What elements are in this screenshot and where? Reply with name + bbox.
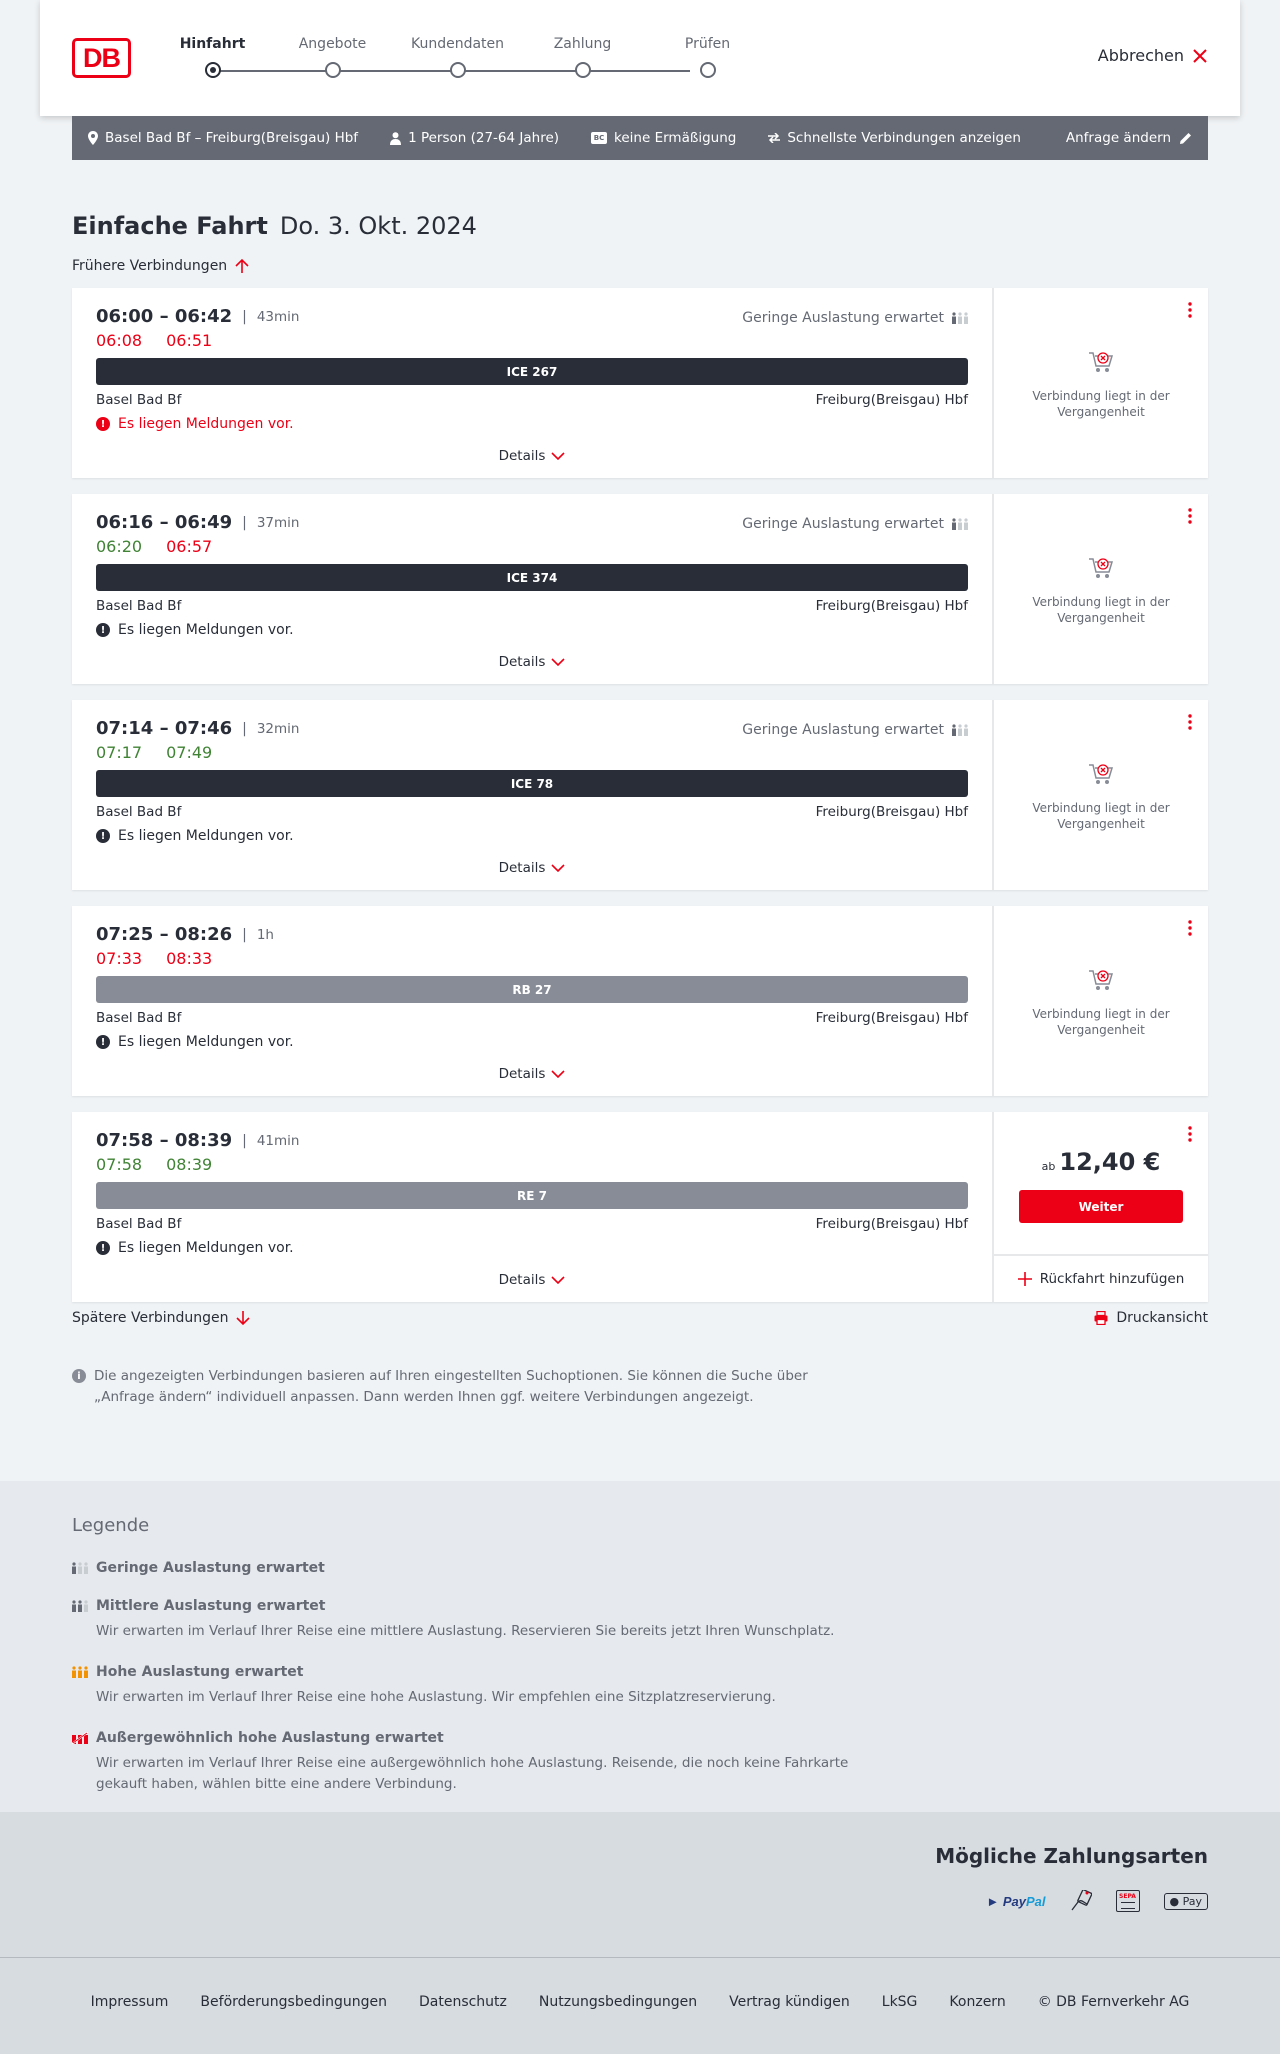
offer-panel xyxy=(994,288,1208,478)
footer-link[interactable]: © DB Fernverkehr AG xyxy=(1037,1994,1190,2010)
earlier-connections-link[interactable] xyxy=(72,258,1208,274)
planned-times: 07:58 – 08:39 xyxy=(96,1130,233,1151)
legend-item-desc: Wir erwarten im Verlauf Ihrer Reise eine außergewöhnlich hohe Auslastung. Reisende, die noch keine Fahrkarte gekauft haben, wählen bitte eine andere Verbindung. xyxy=(96,1755,849,1792)
step-hinfahrt[interactable] xyxy=(150,36,275,78)
disruption-notice xyxy=(96,1240,968,1256)
legend-list xyxy=(72,1560,1208,1795)
summary-fastest xyxy=(768,130,1021,146)
destination-station: Freiburg(Breisgau) Hbf xyxy=(815,1216,968,1232)
occupancy-indicator xyxy=(742,516,968,532)
printer-icon xyxy=(1094,1311,1108,1325)
later-connections-link[interactable] xyxy=(72,1310,250,1326)
train-bar[interactable] xyxy=(96,770,968,797)
details-toggle[interactable] xyxy=(72,448,992,464)
past-connection-notice xyxy=(994,968,1208,1038)
realtime-departure: 06:08 xyxy=(96,331,143,350)
chevron-down-icon xyxy=(551,864,565,872)
realtime-departure: 06:20 xyxy=(96,537,143,556)
continue-button[interactable]: Weiter xyxy=(1019,1190,1183,1223)
alert-icon: ! xyxy=(96,1241,110,1255)
legend-item-desc: Wir erwarten im Verlauf Ihrer Reise eine hohe Auslastung. Wir empfehlen eine Sitzplatzreservierung. xyxy=(96,1689,776,1705)
step-label: Kundendaten xyxy=(410,36,505,52)
realtime-times xyxy=(96,949,968,968)
chevron-down-icon xyxy=(551,452,565,460)
connection-list xyxy=(72,288,1208,1302)
summary-discount-text: keine Ermäßigung xyxy=(614,130,737,146)
train-bar[interactable] xyxy=(96,976,968,1003)
train-name: RB 27 xyxy=(512,982,552,997)
cancel-label: Abbrechen xyxy=(1097,46,1184,65)
past-connection-text: Verbindung liegt in der Vergangenheit xyxy=(1032,801,1170,831)
payment-section xyxy=(0,1812,1280,1957)
details-label: Details xyxy=(498,1066,546,1082)
step-angebote[interactable] xyxy=(270,36,395,78)
legend-item-title: Hohe Auslastung erwartet xyxy=(96,1664,304,1680)
past-connection-text: Verbindung liegt in der Vergangenheit xyxy=(1032,1007,1170,1037)
footer-link[interactable]: Vertrag kündigen xyxy=(729,1994,850,2010)
swap-arrows-icon xyxy=(768,133,780,143)
more-options-icon[interactable] xyxy=(1188,508,1192,524)
disruption-text: Es liegen Meldungen vor. xyxy=(118,622,294,638)
bahncard-icon: BC xyxy=(591,132,607,144)
cart-unavailable-icon xyxy=(1088,968,1114,992)
occupancy-high-icon xyxy=(72,1666,88,1678)
details-toggle[interactable] xyxy=(72,1272,992,1288)
price-prefix: ab xyxy=(1041,1160,1056,1173)
destination-station: Freiburg(Breisgau) Hbf xyxy=(815,598,968,614)
details-label: Details xyxy=(498,860,546,876)
sepa-lines xyxy=(1121,1902,1135,1909)
step-dot xyxy=(575,62,591,78)
occupancy-text: Geringe Auslastung erwartet xyxy=(742,516,944,532)
planned-times: 06:16 – 06:49 xyxy=(96,512,233,533)
duration: 37min xyxy=(256,514,300,531)
past-connection-notice xyxy=(994,556,1208,626)
occupancy-indicator xyxy=(742,722,968,738)
arrow-up-icon xyxy=(235,258,249,274)
destination-station: Freiburg(Breisgau) Hbf xyxy=(815,1010,968,1026)
separator: | xyxy=(242,720,247,737)
more-options-icon[interactable] xyxy=(1188,302,1192,318)
paypal-icon: ► PayPal xyxy=(986,1893,1046,1909)
occupancy-medium-icon xyxy=(72,1600,88,1612)
origin-station: Basel Bad Bf xyxy=(96,1216,182,1232)
summary-passengers xyxy=(390,130,559,146)
disruption-notice xyxy=(96,622,968,638)
duration: 32min xyxy=(256,720,300,737)
change-request-label: Anfrage ändern xyxy=(1065,130,1171,146)
apple-pay-label: Pay xyxy=(1182,1894,1202,1908)
legend-item-high xyxy=(72,1664,1208,1708)
separator: | xyxy=(242,308,247,325)
plus-icon xyxy=(1018,1272,1032,1286)
page-title xyxy=(72,212,1208,240)
legend-item-title: Außergewöhnlich hohe Auslastung erwartet xyxy=(96,1730,444,1746)
connection-card[interactable] xyxy=(72,700,1208,890)
legend-item-head xyxy=(72,1730,1208,1746)
price-box xyxy=(994,1148,1208,1223)
more-options-icon[interactable] xyxy=(1188,920,1192,936)
payment-methods xyxy=(986,1890,1208,1912)
train-name: ICE 78 xyxy=(510,776,554,791)
realtime-times xyxy=(96,537,968,556)
legend-item-title: Mittlere Auslastung erwartet xyxy=(96,1598,326,1614)
details-label: Details xyxy=(498,654,546,670)
trip-date: Do. 3. Okt. 2024 xyxy=(279,212,477,240)
destination-station: Freiburg(Breisgau) Hbf xyxy=(815,392,968,408)
footer-link[interactable]: Datenschutz xyxy=(418,1994,507,2010)
past-connection-text: Verbindung liegt in der Vergangenheit xyxy=(1032,389,1170,419)
alert-icon: ! xyxy=(96,417,110,431)
step-dot-active xyxy=(205,62,221,78)
alert-icon: ! xyxy=(96,829,110,843)
disruption-text: Es liegen Meldungen vor. xyxy=(118,828,294,844)
footer-link[interactable]: Beförderungsbedingungen xyxy=(200,1994,387,2010)
alert-icon: ! xyxy=(96,623,110,637)
apple-pay-icon: ● Pay xyxy=(1164,1893,1209,1910)
duration: 41min xyxy=(256,1132,300,1149)
legend-item-head xyxy=(72,1598,1208,1614)
realtime-departure: 07:58 xyxy=(96,1155,143,1174)
info-note xyxy=(72,1366,862,1408)
price: 12,40 € xyxy=(1059,1148,1161,1176)
legend-item-head xyxy=(72,1560,1208,1576)
cancel-button[interactable] xyxy=(1098,46,1208,65)
payment-title: Mögliche Zahlungsarten xyxy=(935,1844,1208,1868)
stations xyxy=(96,392,968,408)
connection-details xyxy=(72,906,994,1096)
origin-station: Basel Bad Bf xyxy=(96,598,182,614)
details-toggle[interactable] xyxy=(72,860,992,876)
connection-card[interactable] xyxy=(72,288,1208,478)
realtime-departure: 07:33 xyxy=(96,949,143,968)
step-zahlung[interactable] xyxy=(520,36,645,78)
offer-panel xyxy=(994,906,1208,1096)
more-options-icon[interactable] xyxy=(1188,714,1192,730)
progress-steps xyxy=(170,36,750,86)
stations xyxy=(96,1010,968,1026)
footer-link[interactable]: Nutzungsbedingungen xyxy=(538,1994,698,2010)
legend-section xyxy=(0,1481,1280,1812)
legend-item-extreme xyxy=(72,1730,1208,1795)
alert-icon: ! xyxy=(96,1035,110,1049)
realtime-arrival: 06:57 xyxy=(166,537,213,556)
origin-station: Basel Bad Bf xyxy=(96,804,182,820)
details-label: Details xyxy=(498,1272,546,1288)
train-name: ICE 267 xyxy=(506,364,558,379)
legend-item-low xyxy=(72,1560,1208,1576)
step-dot xyxy=(450,62,466,78)
later-connections-label: Spätere Verbindungen xyxy=(72,1310,229,1326)
disruption-notice xyxy=(96,1034,968,1050)
arrow-down-icon xyxy=(236,1310,250,1326)
past-connection-notice xyxy=(994,350,1208,420)
trip-type-title: Einfache Fahrt xyxy=(72,212,268,240)
occupancy-low-icon xyxy=(72,1562,88,1574)
connection-details xyxy=(72,288,994,478)
summary-route-text: Basel Bad Bf – Freiburg(Breisgau) Hbf xyxy=(105,130,359,146)
disruption-text: Es liegen Meldungen vor. xyxy=(118,416,294,432)
summary-passengers-text: 1 Person (27-64 Jahre) xyxy=(408,130,560,146)
connection-card[interactable] xyxy=(72,906,1208,1096)
print-view-link[interactable] xyxy=(1094,1310,1208,1326)
step-dot xyxy=(700,62,716,78)
chevron-down-icon xyxy=(551,1070,565,1078)
separator: | xyxy=(242,926,247,943)
destination-station: Freiburg(Breisgau) Hbf xyxy=(815,804,968,820)
change-request-button[interactable] xyxy=(1066,130,1192,146)
chevron-down-icon xyxy=(551,658,565,666)
past-connection-notice xyxy=(994,762,1208,832)
summary-discount xyxy=(591,130,736,146)
duration: 43min xyxy=(256,308,300,325)
occupancy-text: Geringe Auslastung erwartet xyxy=(742,722,944,738)
info-icon: i xyxy=(72,1369,86,1383)
disruption-notice xyxy=(96,416,968,432)
step-dot xyxy=(325,62,341,78)
sepa-label: SEPA xyxy=(1119,1893,1136,1900)
occupancy-low-icon xyxy=(952,312,968,324)
info-text: Die angezeigten Verbindungen basieren auf Ihren eingestellten Suchoptionen. Sie können die Suche über „Anfrage ändern“ individuell anpassen. Dann werden Ihnen ggf. weitere Verbindungen angezeigt. xyxy=(94,1368,808,1405)
footer-link[interactable]: Impressum xyxy=(90,1994,169,2010)
step-label: Angebote xyxy=(298,36,367,52)
duration: 1h xyxy=(256,926,274,943)
step-label: Prüfen xyxy=(684,36,731,52)
search-summary-bar xyxy=(72,116,1208,160)
list-actions xyxy=(72,1310,1208,1326)
planned-times: 07:14 – 07:46 xyxy=(96,718,233,739)
stations xyxy=(96,804,968,820)
step-kundendaten[interactable] xyxy=(395,36,520,78)
planned-times: 06:00 – 06:42 xyxy=(96,306,233,327)
realtime-departure: 07:17 xyxy=(96,743,143,762)
offer-panel xyxy=(994,494,1208,684)
legend-item-head xyxy=(72,1664,1208,1680)
sepa-icon xyxy=(1116,1890,1140,1912)
step-label: Zahlung xyxy=(553,36,612,52)
summary-route xyxy=(88,130,358,146)
occupancy-low-icon xyxy=(952,724,968,736)
connection-details xyxy=(72,1112,994,1302)
step-pruefen[interactable] xyxy=(645,36,770,78)
occupancy-text: Geringe Auslastung erwartet xyxy=(742,310,944,326)
train-name: ICE 374 xyxy=(506,570,558,585)
cart-unavailable-icon xyxy=(1088,556,1114,580)
connection-card[interactable] xyxy=(72,494,1208,684)
main-content xyxy=(72,160,1208,1408)
separator: | xyxy=(242,1132,247,1149)
footer-link[interactable]: Konzern xyxy=(949,1994,1006,2010)
cart-unavailable-icon xyxy=(1088,762,1114,786)
paypal-label-b: Pal xyxy=(1025,1893,1046,1909)
occupancy-indicator xyxy=(742,310,968,326)
footer xyxy=(0,1957,1280,2054)
stations xyxy=(96,1216,968,1232)
print-view-label: Druckansicht xyxy=(1116,1310,1208,1326)
disruption-text: Es liegen Meldungen vor. xyxy=(118,1034,294,1050)
disruption-text: Es liegen Meldungen vor. xyxy=(118,1240,294,1256)
origin-station: Basel Bad Bf xyxy=(96,1010,182,1026)
add-return-trip-label: Rückfahrt hinzufügen xyxy=(1039,1271,1185,1287)
legend-item-title: Geringe Auslastung erwartet xyxy=(96,1560,325,1576)
connection-card[interactable] xyxy=(72,1112,1208,1302)
realtime-arrival: 08:33 xyxy=(166,949,213,968)
legend-item-medium xyxy=(72,1598,1208,1642)
add-return-trip-button[interactable] xyxy=(994,1254,1208,1302)
pencil-icon xyxy=(1179,132,1192,145)
footer-links xyxy=(0,1994,1280,2010)
legend-title: Legende xyxy=(72,1515,150,1536)
realtime-times xyxy=(96,743,968,762)
details-toggle[interactable] xyxy=(72,1066,992,1082)
disruption-notice xyxy=(96,828,968,844)
cart-unavailable-icon xyxy=(1088,350,1114,374)
connection-details xyxy=(72,494,994,684)
offer-panel xyxy=(994,1112,1208,1302)
train-name: RE 7 xyxy=(517,1188,547,1203)
offer-panel xyxy=(994,700,1208,890)
realtime-arrival: 08:39 xyxy=(166,1155,213,1174)
db-logo[interactable]: DB xyxy=(72,38,131,78)
paypal-label-a: Pay xyxy=(1002,1893,1026,1909)
details-toggle[interactable] xyxy=(72,654,992,670)
close-icon xyxy=(1192,48,1208,64)
details-label: Details xyxy=(498,448,546,464)
summary-fastest-text: Schnellste Verbindungen anzeigen xyxy=(787,130,1021,146)
location-pin-icon xyxy=(88,131,98,145)
chevron-down-icon xyxy=(551,1276,565,1284)
train-bar[interactable] xyxy=(96,564,968,591)
occupancy-extreme-icon xyxy=(72,1732,88,1744)
step-label: Hinfahrt xyxy=(179,36,246,52)
header xyxy=(40,0,1240,116)
train-bar[interactable] xyxy=(96,1182,968,1209)
origin-station: Basel Bad Bf xyxy=(96,392,182,408)
realtime-times xyxy=(96,1155,968,1174)
more-options-icon[interactable] xyxy=(1188,1126,1192,1142)
connection-details xyxy=(72,700,994,890)
legend-item-desc: Wir erwarten im Verlauf Ihrer Reise eine mittlere Auslastung. Reservieren Sie bereits jetzt Ihren Wunschplatz. xyxy=(96,1623,835,1639)
footer-link[interactable]: LkSG xyxy=(881,1994,918,2010)
earlier-connections-label: Frühere Verbindungen xyxy=(72,258,228,274)
realtime-arrival: 07:49 xyxy=(166,743,213,762)
separator: | xyxy=(242,514,247,531)
connection-times xyxy=(96,924,968,945)
train-bar[interactable] xyxy=(96,358,968,385)
stations xyxy=(96,598,968,614)
past-connection-text: Verbindung liegt in der Vergangenheit xyxy=(1032,595,1170,625)
planned-times: 07:25 – 08:26 xyxy=(96,924,233,945)
connection-times xyxy=(96,1130,968,1151)
occupancy-low-icon xyxy=(952,518,968,530)
person-icon xyxy=(390,132,401,145)
realtime-arrival: 06:51 xyxy=(166,331,213,350)
hand-card-icon xyxy=(1070,1890,1092,1912)
realtime-times xyxy=(96,331,968,350)
